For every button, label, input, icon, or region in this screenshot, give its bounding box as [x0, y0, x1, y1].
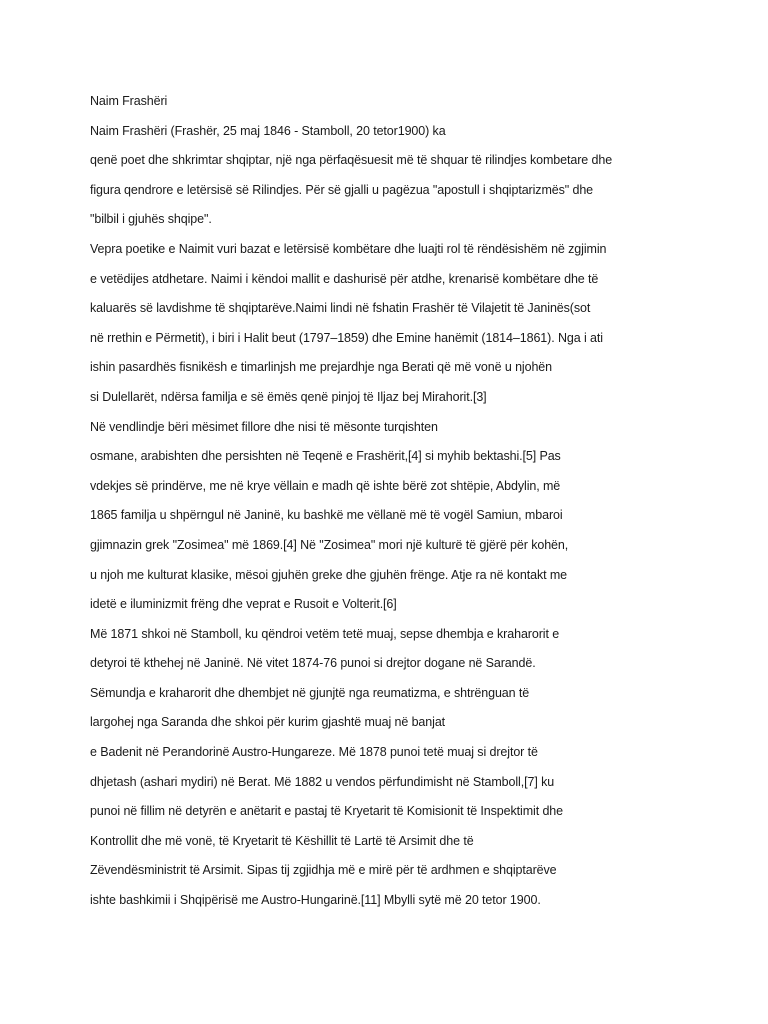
text-line: "bilbil i gjuhës shqipe".: [90, 212, 212, 227]
text-line: vdekjes së prindërve, me në krye vëllain e madh që ishte bërë zot shtëpie, Abdylin, më: [90, 478, 561, 493]
text-line: Kontrollit dhe më vonë, të Kryetarit të Këshillit të Lartë të Arsimit dhe të: [90, 833, 474, 848]
text-line: punoi në fillim në detyrën e anëtarit e pastaj të Kryetarit të Komisionit të Inspektimit dhe: [90, 804, 563, 819]
text-line: 1865 familja u shpërngul në Janinë, ku bashkë me vëllanë më të vogël Samiun, mbaroi: [90, 508, 563, 523]
text-line: e vetëdijes atdhetare. Naimi i këndoi mallit e dashurisë për atdhe, krenarisë kombëtare dhe të: [90, 271, 599, 286]
text-line: në rrethin e Përmetit), i biri i Halit beut (1797–1859) dhe Emine hanëmit (1814–1861). Nga i ati: [90, 330, 603, 345]
text-line: detyroi të kthehej në Janinë. Në vitet 1874-76 punoi si drejtor dogane në Sarandë.: [90, 656, 536, 671]
text-line: figura qendrore e letërsisë së Rilindjes. Për së gjalli u pagëzua "apostull i shqiptarizmës" dhe: [90, 182, 594, 197]
text-line: u njoh me kulturat klasike, mësoi gjuhën greke dhe gjuhën frënge. Atje ra në kontakt me: [90, 567, 568, 582]
text-line: Vepra poetike e Naimit vuri bazat e letërsisë kombëtare dhe luajti rol të rëndësishëm në zgjimin: [90, 241, 607, 256]
document-title: Naim Frashëri: [90, 94, 168, 108]
text-line: kaluarës së lavdishme të shqiptarëve.Naimi lindi në fshatin Frashër të Vilajetit të Janinës(sot: [90, 301, 591, 316]
text-line: ishin pasardhës fisnikësh e timarlinjsh me prejardhje nga Berati që më vonë u njohën: [90, 360, 553, 375]
text-line: Naim Frashëri (Frashër, 25 maj 1846 - Stamboll, 20 tetor1900) ka: [90, 123, 446, 138]
text-line: si Dulellarët, ndërsa familja e së ëmës qenë pinjoj të Iljaz bej Mirahorit.[3]: [90, 389, 487, 404]
text-line: Në vendlindje bëri mësimet fillore dhe nisi të mësonte turqishten: [90, 419, 438, 434]
text-line: idetë e iluminizmit frëng dhe veprat e Rusoit e Volterit.[6]: [90, 597, 397, 612]
text-line: largohej nga Saranda dhe shkoi për kurim gjashtë muaj në banjat: [90, 715, 446, 730]
text-line: Sëmundja e kraharorit dhe dhembjet në gjunjtë nga reumatizma, e shtrënguan të: [90, 685, 530, 700]
text-line: Më 1871 shkoi në Stamboll, ku qëndroi vetëm tetë muaj, sepse dhembja e kraharorit e: [90, 626, 560, 641]
text-line: e Badenit në Perandorinë Austro-Hungareze. Më 1878 punoi tetë muaj si drejtor të: [90, 745, 538, 760]
text-line: ishte bashkimii i Shqipërisë me Austro-Hungarinë.[11] Mbylli sytë më 20 tetor 1900.: [90, 893, 541, 908]
text-line: qenë poet dhe shkrimtar shqiptar, një nga përfaqësuesit më të shquar të rilindjes kombetare dhe: [90, 153, 613, 168]
text-line: osmane, arabishten dhe persishten në Teqenë e Frashërit,[4] si myhib bektashi.[5] Pas: [90, 449, 561, 464]
text-line: dhjetash (ashari mydiri) në Berat. Më 1882 u vendos përfundimisht në Stamboll,[7] ku: [90, 774, 555, 789]
document-text: [90, 90, 730, 919]
text-line: Zëvendësministrit të Arsimit. Sipas tij zgjidhja më e mirë për të ardhmen e shqiptarëve: [90, 863, 557, 878]
text-line: gjimnazin grek "Zosimea" më 1869.[4] Në "Zosimea" mori një kulturë të gjërë për kohën,: [90, 537, 569, 552]
